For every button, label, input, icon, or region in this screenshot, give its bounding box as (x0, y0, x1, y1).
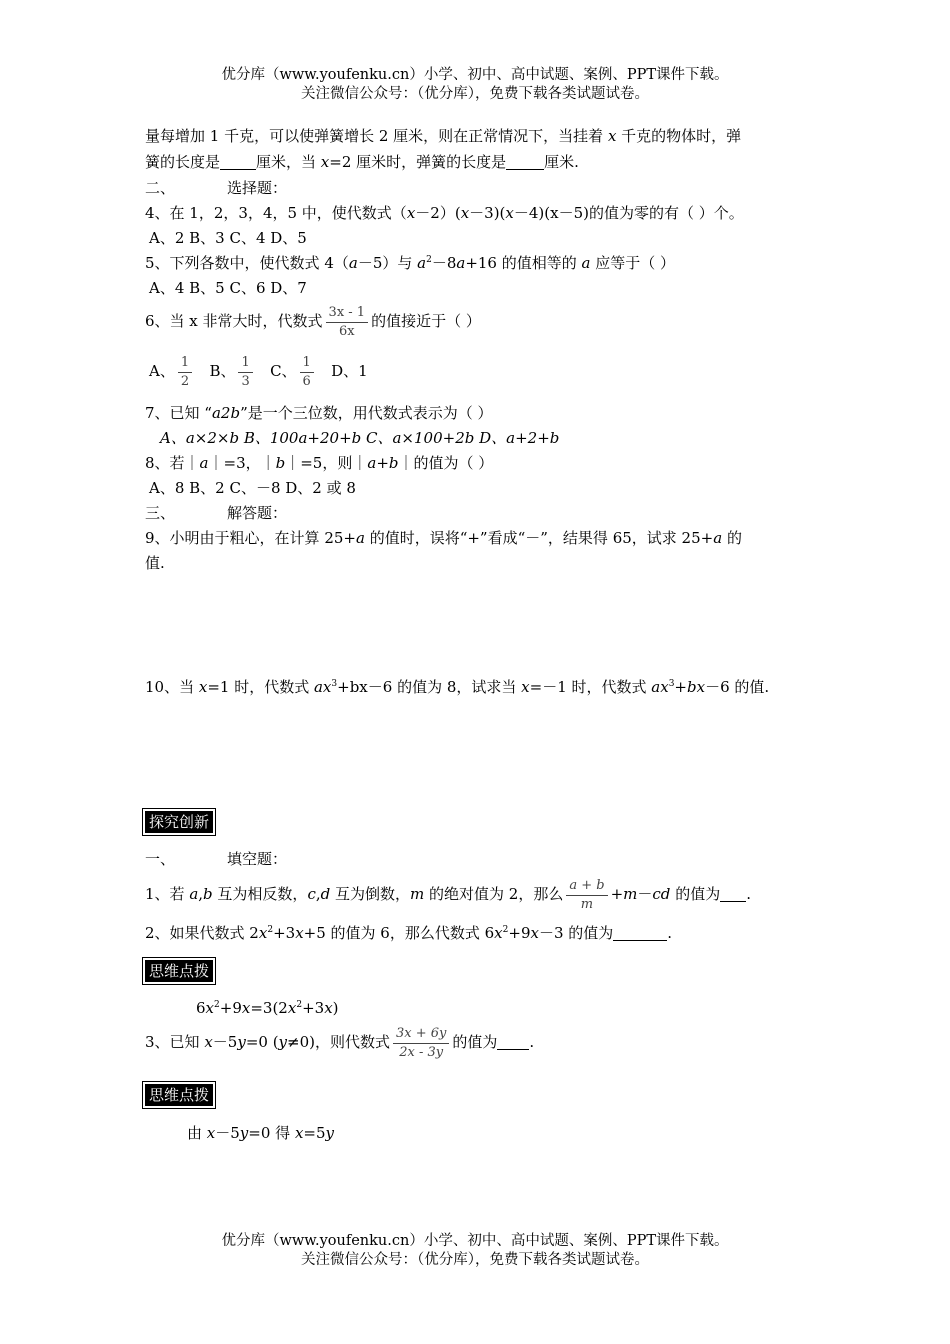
question-8: 8、若｜a｜=3，｜b｜=5，则｜a+b｜的值为（ ） (145, 454, 494, 472)
answer-blank (720, 886, 746, 902)
question-6: 6、当 x 非常大时，代数式 $\frac{3x - 1}{6x}$ 的值接近于（ ） (145, 304, 481, 339)
section-badge-explore: 探究创新 (145, 811, 213, 833)
fraction: $\frac{a + b}{m}$ (566, 877, 607, 914)
fraction: $\frac{3x + 6y}{2x - 3y}$ (393, 1025, 449, 1062)
section-heading-solve: 三、 解答题： (145, 504, 288, 522)
answer-blank (506, 154, 544, 170)
explore-question-3: 3、已知 x－5y=0 (y≠0)，则代数式 $\frac{3x + 6y}{2x - 3y}$ 的值为 . (145, 1025, 535, 1060)
answer-blank (613, 925, 667, 941)
question-9: 9、小明由于粗心，在计算 25+a 的值时，误将“+”看成“－”，结果得 65，试求 25+a 的 (145, 529, 742, 547)
question-4: 4、在 1，2，3，4，5 中，使代数式（x－2）(x－3)(x－4)(x－5)的值为零的有（ ）个。 (145, 204, 744, 222)
question-4-options: A、2 B、3 C、4 D、5 (149, 229, 307, 247)
question-6-options: A、 $\frac{1}{2}$ B、 $\frac{1}{3}$ C、 $\frac{1}{6}$ D、1 (149, 354, 368, 389)
hint-2-text: 由 x－5y=0 得 x=5y (187, 1124, 335, 1142)
header-line-1: 优分库（www.youfenku.cn）小学、初中、高中试题、案例、PPT课件下载。 (221, 67, 729, 83)
question-7: 7、已知 “a2b”是一个三位数，用代数式表示为（ ） (145, 404, 493, 422)
q3-continuation-line-2: 簧的长度是 厘米，当 x=2 厘米时，弹簧的长度是 厘米. (145, 153, 579, 171)
hint-1-text: $6x^2+9x=3(2x^2+3x)$ (196, 999, 339, 1017)
question-10: 10、当 x=1 时，代数式 $ax^3+bx-6$ 的值为 8，试求当 x=－1 时，代数式 $ax^3+bx-6$ 的值. (145, 678, 770, 696)
question-9-line-2: 值. (145, 554, 165, 572)
fraction: $\frac{1}{2}$ (178, 354, 192, 391)
fraction: $\frac{3x - 1}{6x}$ (326, 304, 369, 341)
section-badge-hint-2: 思维点拨 (145, 1084, 213, 1106)
section-heading-fill: 一、 填空题： (145, 850, 288, 868)
answer-blank (220, 154, 256, 170)
explore-question-1: 1、若 a,b 互为相反数，c,d 互为倒数，m 的绝对值为 2，那么 $\frac{a + b}{m}$ +m－cd 的值为 . (145, 877, 751, 912)
question-8-options: A、8 B、2 C、－8 D、2 或 8 (149, 479, 356, 497)
question-5: 5、下列各数中，使代数式 4（a－5）与 $a^2-8a+16$ 的值相等的 a 应等于（ ） (145, 254, 676, 272)
question-7-options: A、a×2×b B、100a+20+b C、a×100+2b D、a+2+b (160, 429, 560, 447)
fraction: $\frac{1}{6}$ (300, 354, 314, 391)
question-5-options: A、4 B、5 C、6 D、7 (149, 279, 307, 297)
fraction: $\frac{1}{3}$ (238, 354, 252, 391)
section-badge-hint-1: 思维点拨 (145, 960, 213, 982)
q3-continuation-line-1: 量每增加 1 千克，可以使弹簧增长 2 厘米，则在正常情况下，当挂着 x 千克的物体时，弹 (145, 127, 742, 145)
page-footer (0, 1232, 950, 1270)
footer-line-1: 优分库（www.youfenku.cn）小学、初中、高中试题、案例、PPT课件下载。 (221, 1233, 729, 1249)
footer-line-2: 关注微信公众号：（优分库），免费下载各类试题试卷。 (301, 1252, 649, 1268)
header-line-2: 关注微信公众号：（优分库），免费下载各类试题试卷。 (301, 86, 649, 102)
page-header (0, 66, 950, 104)
answer-blank (497, 1034, 529, 1050)
section-heading-choice: 二、 选择题： (145, 179, 288, 197)
explore-question-2: 2、如果代数式 $2x^2+3x+5$ 的值为 6，那么代数式 $6x^2+9x-3$ 的值为 . (145, 924, 673, 942)
